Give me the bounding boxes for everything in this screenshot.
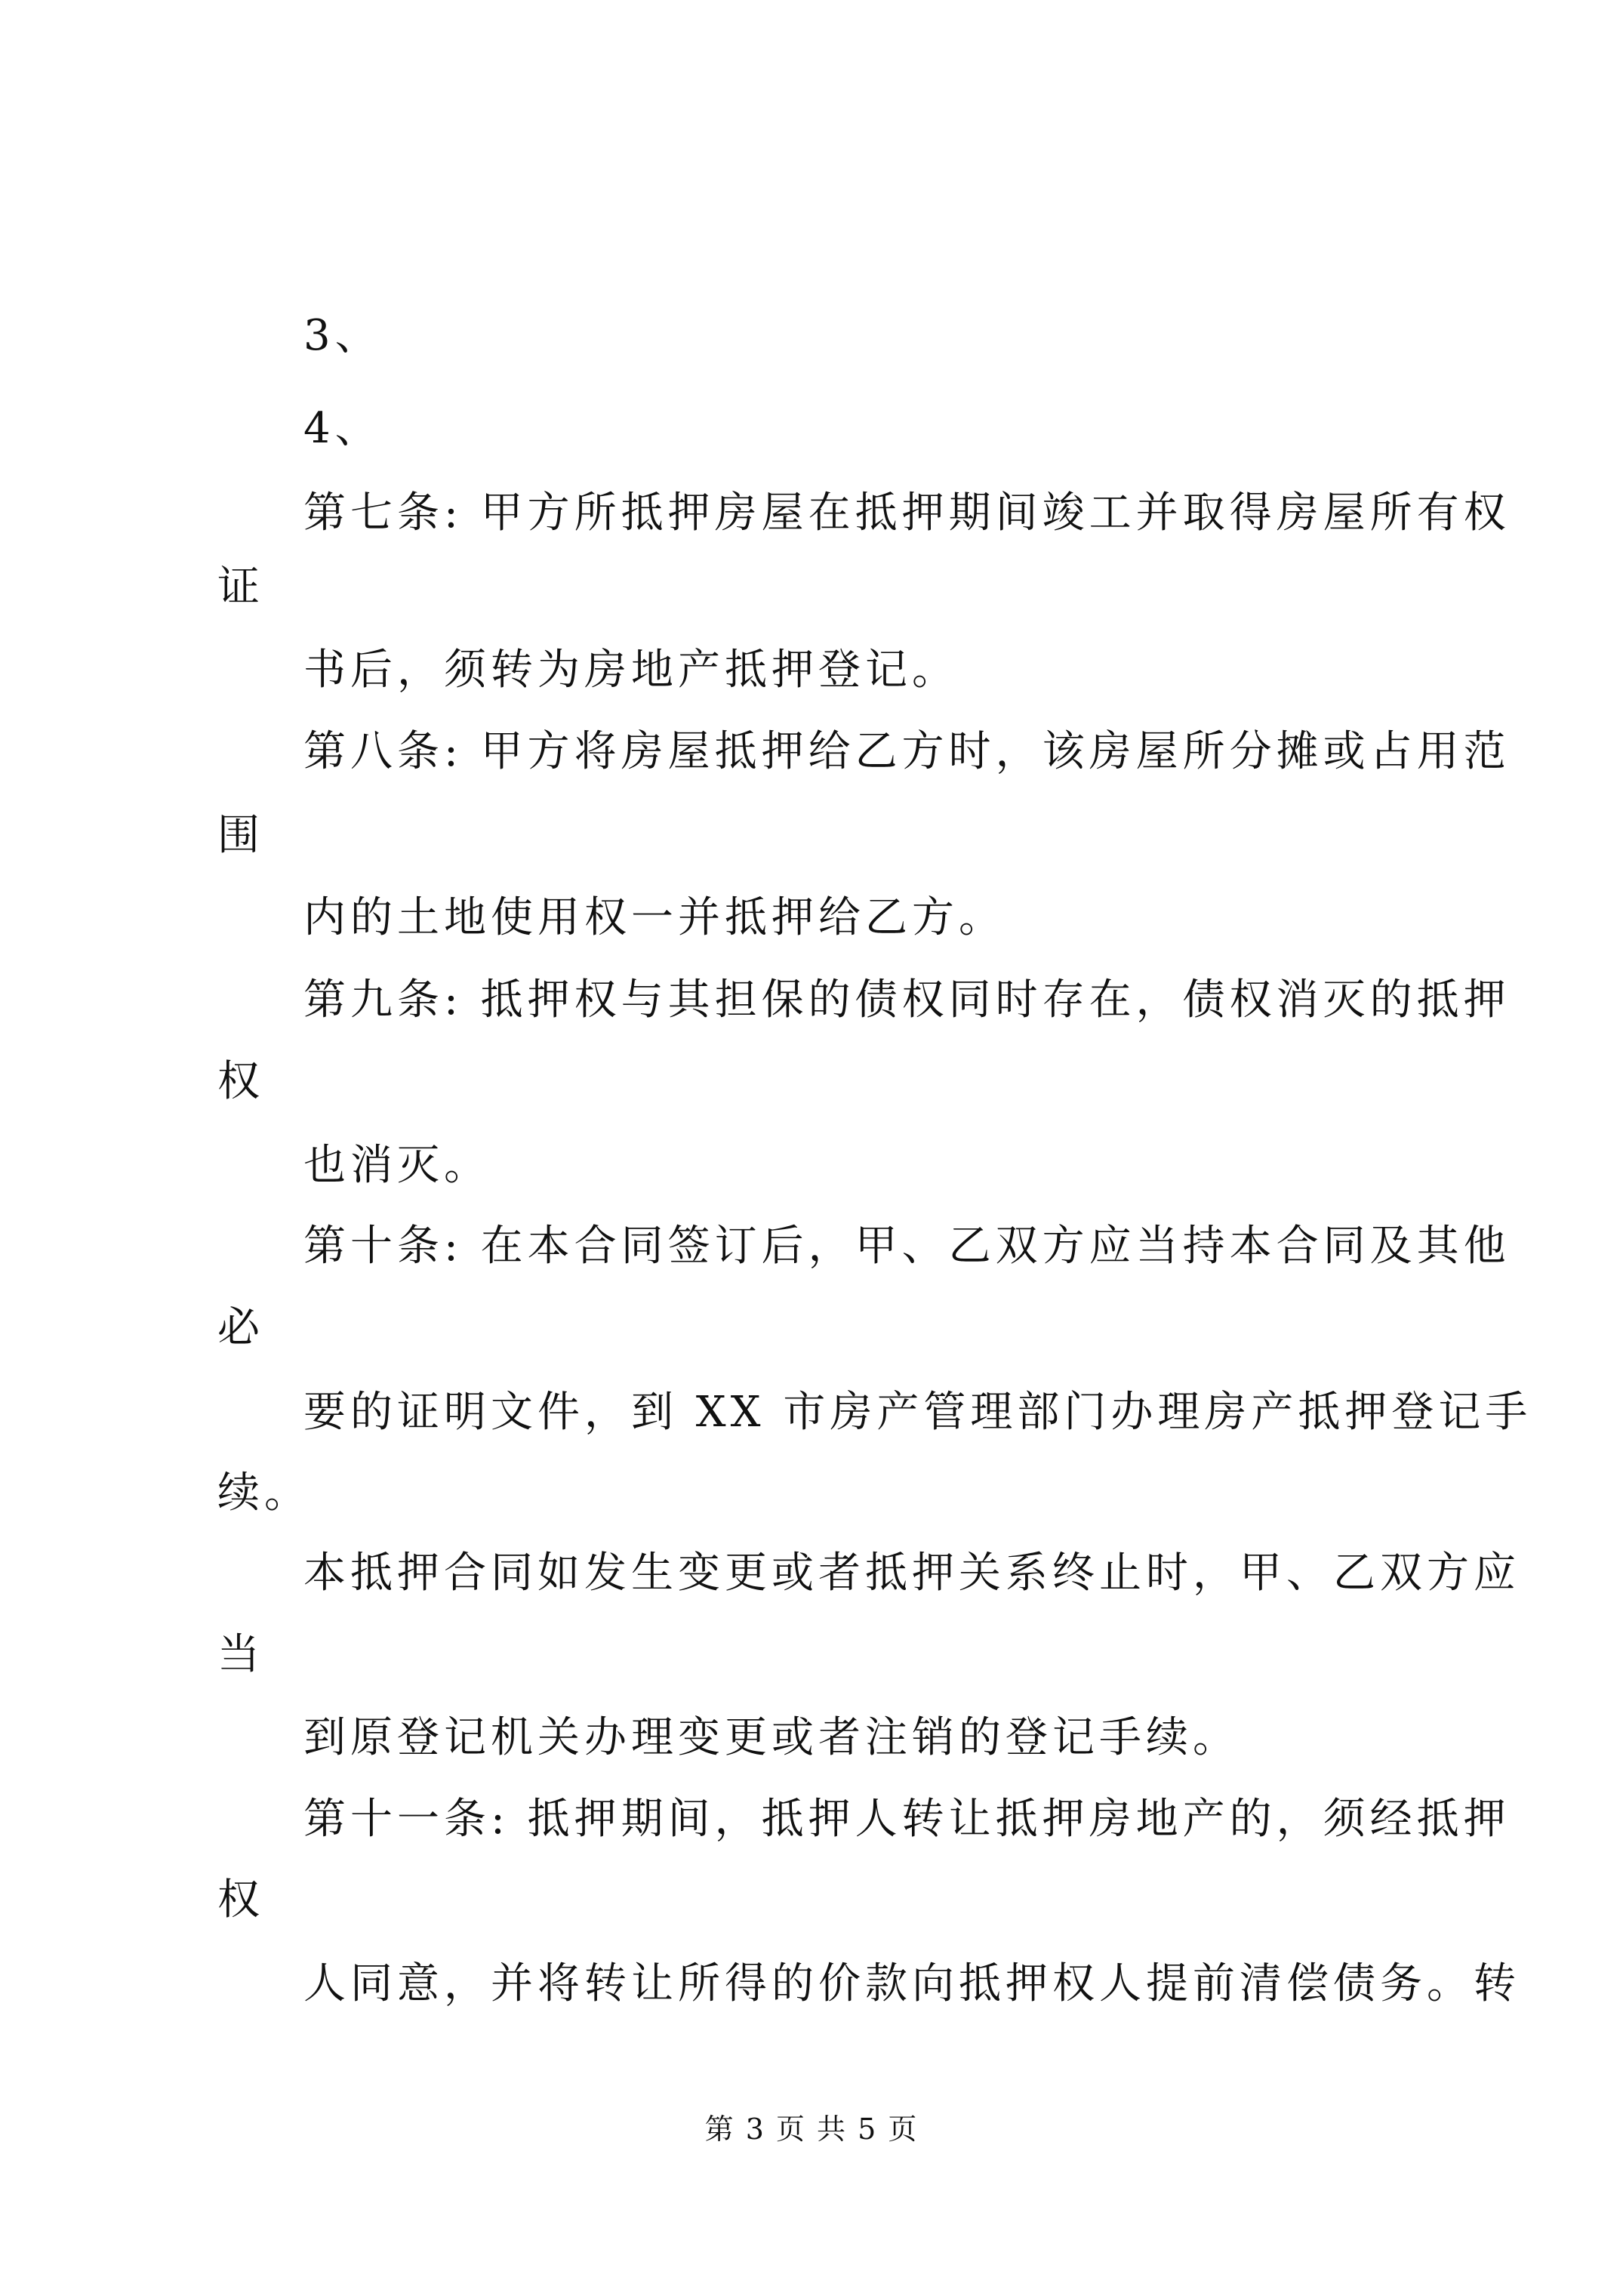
article-8-line-1: 第八条: 甲方将房屋抵押给乙方时，该房屋所分摊或占用范 <box>303 727 1511 776</box>
article-7-line-3: 书后，须转为房地产抵押登记。 <box>303 646 959 695</box>
article-9-line-1: 第九条: 抵押权与其担保的债权同时存在，债权消灭的抵押 <box>303 975 1511 1025</box>
article-10-line-4: 续。 <box>217 1469 311 1518</box>
article-10-line-2: 必 <box>217 1303 264 1352</box>
article-7-line-1: 第七条: 甲方所抵押房屋在抵押期间竣工并取得房屋所有权 <box>303 488 1511 538</box>
page-number-footer: 第 3 页 共 5 页 <box>704 2113 919 2146</box>
article-10-line-1: 第十条: 在本合同签订后，甲、乙双方应当持本合同及其他 <box>303 1222 1511 1271</box>
amendment-line-2: 当 <box>217 1630 264 1679</box>
article-8-line-3: 内的土地使用权一并抵押给乙方。 <box>303 893 1006 942</box>
list-item-4: 4、 <box>303 404 382 453</box>
article-11-line-3: 人同意，并将转让所得的价款向抵押权人提前清偿债务。转 <box>303 1959 1520 2008</box>
list-item-3: 3、 <box>303 311 382 360</box>
amendment-line-1: 本抵押合同如发生变更或者抵押关系终止时，甲、乙双方应 <box>303 1549 1520 1598</box>
article-9-line-3: 也消灭。 <box>303 1141 491 1190</box>
amendment-line-3: 到原登记机关办理变更或者注销的登记手续。 <box>303 1713 1240 1762</box>
article-7-line-2: 证 <box>217 562 264 612</box>
article-11-line-2: 权 <box>217 1875 264 1925</box>
article-8-line-2: 围 <box>217 811 264 860</box>
article-9-line-2: 权 <box>217 1057 264 1106</box>
article-10-line-3: 要的证明文件，到 XX 市房产管理部门办理房产抵押登记手 <box>303 1388 1532 1437</box>
article-11-line-1: 第十一条: 抵押期间，抵押人转让抵押房地产的，须经抵押 <box>303 1795 1511 1844</box>
